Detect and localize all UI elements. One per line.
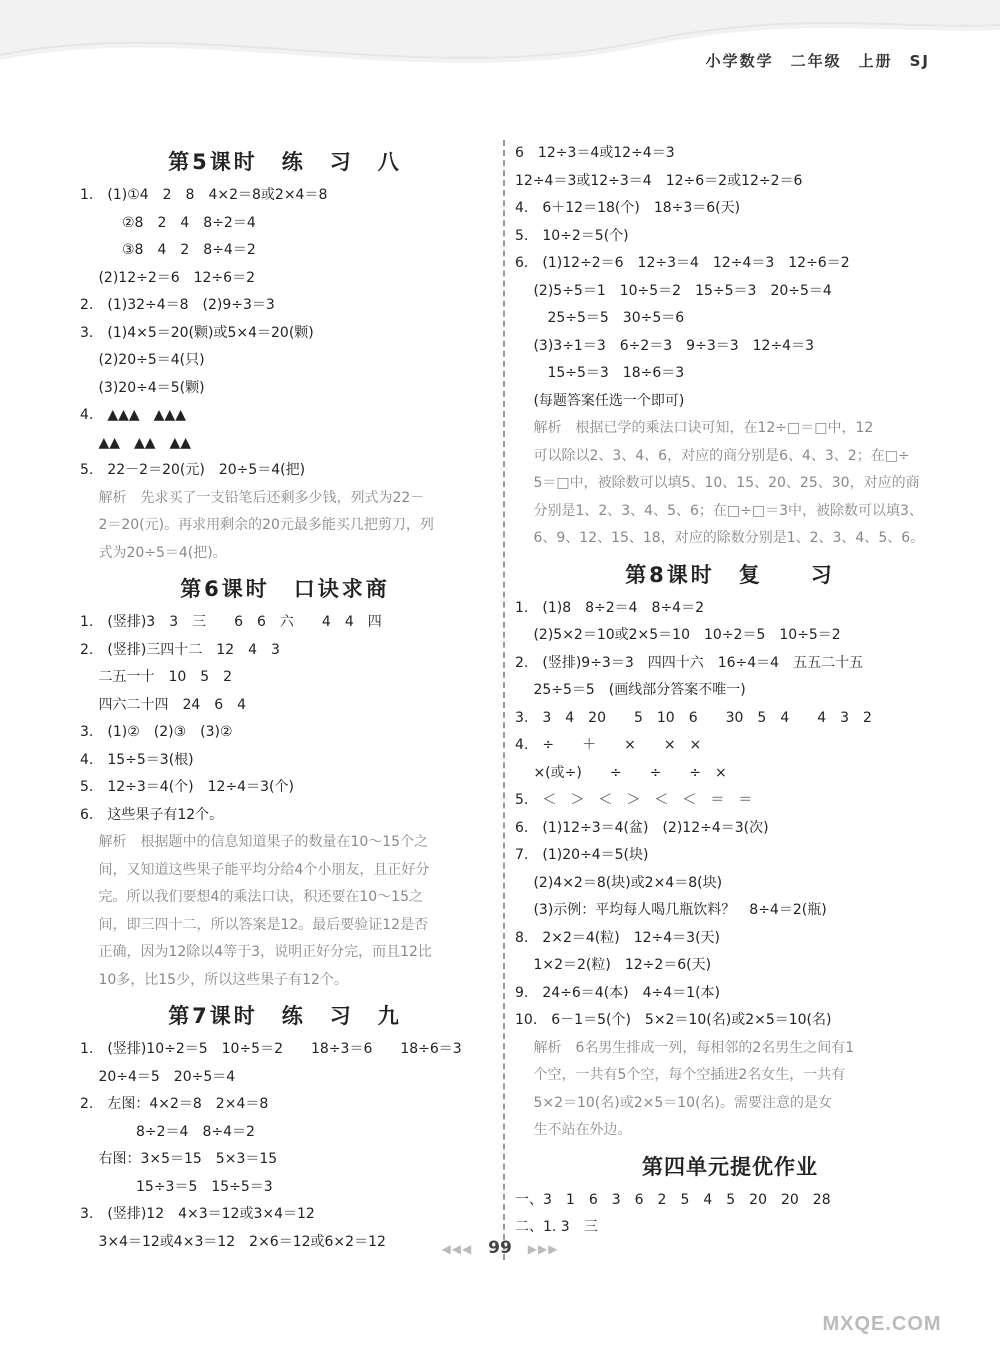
left-column (80, 140, 490, 1256)
answer-line: (2)4×2＝8(块)或2×4＝8(块) (515, 874, 723, 891)
explanation-line: 解析 6名男生排成一列，每相邻的2名男生之间有1 (515, 1039, 855, 1056)
explanation-line: 5×2＝10(名)或2×5＝10(名)。需要注意的是女 (515, 1094, 833, 1111)
answer-line: 1. (竖排)3 3 三 6 6 六 4 4 四 (80, 614, 382, 630)
answer-line: 9. 24÷6＝4(本) 4÷4＝1(本) (515, 984, 721, 1001)
section-heading: 第四单元提优作业 (642, 1154, 818, 1179)
explanation-line: 间，即三四十二，所以答案是12。最后要验证12是否 (80, 916, 429, 933)
explanation-line: 可以除以2、3、4、6，对应的商分别是6、4、3、2；在□÷ (515, 447, 910, 464)
answer-line: (每题答案任选一个即可) (515, 392, 685, 409)
site-watermark (782, 1248, 982, 1338)
answer-line: 25÷5＝5 (画线部分答案不唯一) (515, 682, 746, 698)
column-divider (503, 140, 505, 1260)
answer-line: 6. 这些果子有12个。 (80, 806, 224, 823)
explanation-line: 完。所以我们要想4的乘法口诀，积还要在10～15之 (80, 889, 423, 905)
header-wave-decoration (0, 0, 1000, 92)
answer-line: (2)5÷5＝1 10÷5＝2 15÷5＝3 20÷5＝4 (515, 282, 832, 299)
explanation-line: 5＝□中，被除数可以填5、10、15、20、25、30，对应的商 (515, 475, 920, 491)
explanation-line: 式为20÷5＝4(把)。 (80, 544, 227, 561)
answer-line: (3)示例：平均每人喝几瓶饮料？ 8÷4＝2(瓶) (515, 902, 827, 918)
answer-line: ③8 4 2 8÷4＝2 (80, 242, 256, 258)
answer-line: 3. (竖排)12 4×3＝12或3×4＝12 (80, 1206, 315, 1222)
answer-line: 4. ▲▲▲ ▲▲▲ (80, 407, 186, 423)
answer-line: 4. ÷ ＋ × × × (515, 737, 702, 753)
section-heading: 第6课时 口诀求商 (180, 577, 390, 601)
explanation-line: 生不站在外边。 (515, 1122, 632, 1138)
section-heading: 第5课时 练 习 八 (168, 150, 402, 174)
next-arrows-icon: ▶▶▶ (527, 1242, 559, 1256)
answer-line: 20÷4＝5 20÷5＝4 (80, 1068, 236, 1085)
answer-line: 2. 左图：4×2＝8 2×4＝8 (80, 1096, 269, 1112)
explanation-line: 6、9、12、15、18，对应的除数分别是1、2、3、4、5、6。 (515, 530, 925, 546)
answer-line: 6. (1)12÷2＝6 12÷3＝4 12÷4＝3 12÷6＝2 (515, 255, 850, 271)
answer-line: 2. (竖排)9÷3＝3 四四十六 16÷4＝4 五五二十五 (515, 654, 864, 671)
answer-line: 5. 12÷3＝4(个) 12÷4＝3(个) (80, 779, 294, 795)
explanation-line: 分别是1、2、3、4、5、6；在□÷□＝3中，被除数可以填3、 (515, 502, 923, 519)
answer-line: (3)20÷4＝5(颗) (80, 379, 205, 396)
answer-line: 3. (1)② (2)③ (3)② (80, 724, 233, 740)
header-band (0, 0, 1000, 92)
explanation-line: 间，又知道这些果子能平均分给4个小朋友，且正好分 (80, 861, 430, 878)
explanation-line: 正确，因为12除以4等于3，说明正好分完，而且12比 (80, 944, 432, 960)
answer-line: 4. 6＋12＝18(个) 18÷3＝6(天) (515, 200, 741, 216)
book-title: 小学数学 二年级 上册 SJ (705, 52, 930, 70)
answer-line: (3)3÷1＝3 6÷2＝3 9÷3＝3 12÷4＝3 (515, 337, 814, 354)
answer-line: (2)12÷2＝6 12÷6＝2 (80, 269, 255, 286)
answer-line: 1×2＝2(粒) 12÷2＝6(天) (515, 957, 712, 973)
answer-line: 右图：3×5＝15 5×3＝15 (80, 1151, 278, 1167)
answer-line: 二、1. 3 三 (515, 1219, 598, 1235)
answer-line: 一、3 1 6 3 6 2 5 4 5 20 20 28 (515, 1191, 831, 1208)
answer-line: 二五一十 10 5 2 (80, 669, 233, 685)
answer-line: 15÷5＝3 18÷6＝3 (515, 365, 685, 381)
answer-line: 4. 15÷5＝3(根) (80, 751, 194, 768)
answer-line: 1. (竖排)10÷2＝5 10÷5＝2 18÷3＝6 18÷6＝3 (80, 1041, 462, 1057)
answer-line: 15÷3＝5 15÷5＝3 (80, 1178, 273, 1195)
answer-line: 1. (1)8 8÷2＝4 8÷4＝2 (515, 599, 704, 616)
right-column (515, 140, 945, 1242)
explanation-line: 2＝20(元)。再求用剩余的20元最多能买几把剪刀，列 (80, 517, 434, 533)
answer-line: 3. 3 4 20 5 10 6 30 5 4 4 3 2 (515, 709, 872, 726)
explanation-line: 个空，一共有5个空，每个空插进2名女生，一共有 (515, 1067, 846, 1083)
answer-line: 2. (1)32÷4＝8 (2)9÷3＝3 (80, 297, 275, 313)
answer-line: 5. 22－2＝20(元) 20÷5＝4(把) (80, 462, 306, 478)
answer-line: 5. ＜ ＞ ＜ ＞ ＜ ＜ ＝ ＝ (515, 792, 753, 808)
answer-line: 8. 2×2＝4(粒) 12÷4＝3(天) (515, 929, 721, 946)
answer-line: 6. (1)12÷3＝4(盆) (2)12÷4＝3(次) (515, 819, 769, 836)
watermark-text: MXQE.COM (822, 1313, 942, 1335)
answer-line: 8÷2＝4 8÷4＝2 (80, 1123, 255, 1140)
answer-line: 四六二十四 24 6 4 (80, 696, 247, 713)
answer-line: 6 12÷3＝4或12÷4＝3 (515, 145, 675, 161)
answer-line: (2)5×2＝10或2×5＝10 10÷2＝5 10÷5＝2 (515, 627, 841, 643)
section-heading: 第8课时 复 习 (625, 562, 835, 587)
answer-line: 1. (1)①4 2 8 4×2＝8或2×4＝8 (80, 187, 328, 203)
answer-line: ▲▲ ▲▲ ▲▲ (80, 434, 192, 451)
answer-line: 10. 6－1＝5(个) 5×2＝10(名)或2×5＝10(名) (515, 1012, 832, 1028)
explanation-line: 解析 根据已学的乘法口诀可知，在12÷□＝□中，12 (515, 420, 874, 436)
explanation-line: 解析 根据题中的信息知道果子的数量在10～15个之 (80, 834, 429, 850)
answer-line: (2)20÷5＝4(只) (80, 352, 205, 368)
answer-line: 5. 10÷2＝5(个) (515, 227, 629, 244)
prev-arrows-icon: ◀◀◀ (441, 1242, 473, 1256)
answer-line: 7. (1)20÷4＝5(块) (515, 847, 649, 863)
answer-line: 25÷5＝5 30÷5＝6 (515, 310, 685, 326)
answer-line: 12÷4＝3或12÷3＝4 12÷6＝2或12÷2＝6 (515, 172, 803, 189)
section-heading: 第7课时 练 习 九 (168, 1004, 402, 1028)
answer-line: ②8 2 4 8÷2＝4 (80, 214, 256, 231)
answer-line: 3. (1)4×5＝20(颗)或5×4＝20(颗) (80, 324, 314, 341)
answer-line: ×(或÷) ÷ ÷ ÷ × (515, 764, 727, 781)
answer-line: 3×4＝12或4×3＝12 2×6＝12或6×2＝12 (80, 1233, 386, 1250)
answer-line: 2. (竖排)三四十二 12 4 3 (80, 641, 280, 658)
explanation-line: 10多，比15少，所以这些果子有12个。 (80, 971, 348, 988)
explanation-line: 解析 先求买了一支铅笔后还剩多少钱，列式为22－ (80, 489, 425, 506)
page-number: 99 (488, 1238, 512, 1258)
